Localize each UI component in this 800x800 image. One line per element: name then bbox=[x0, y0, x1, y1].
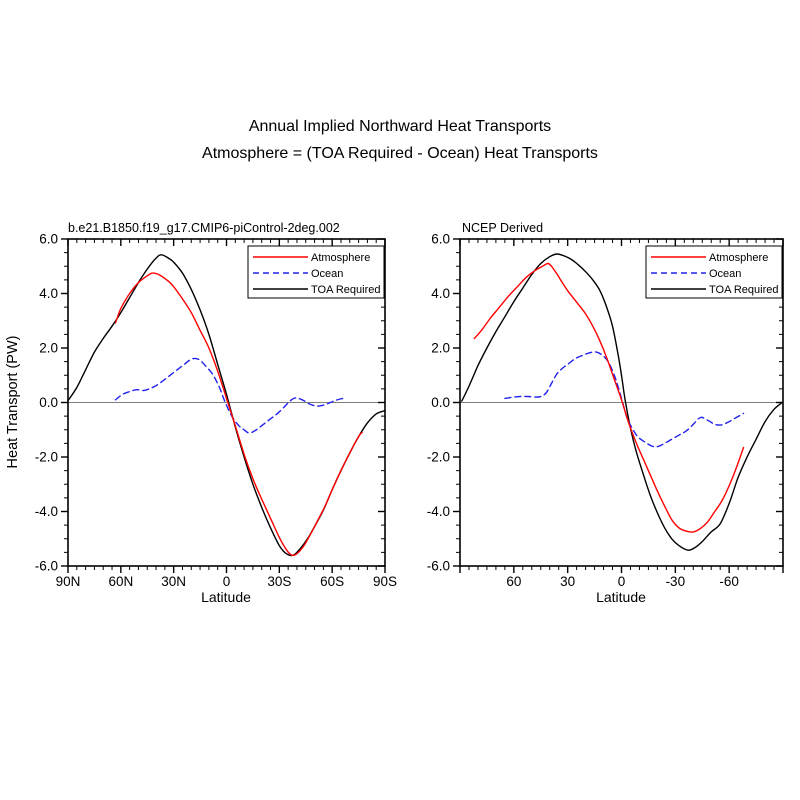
right-x-axis-label: Latitude bbox=[596, 589, 646, 605]
x-tick-label: 60 bbox=[506, 574, 522, 589]
y-tick-label: 6.0 bbox=[431, 231, 450, 247]
left-chart bbox=[35, 232, 397, 590]
series-atmosphere-line bbox=[474, 264, 743, 533]
series-ocean-line bbox=[505, 352, 744, 447]
y-tick-label: 4.0 bbox=[39, 286, 58, 301]
y-tick-label: 2.0 bbox=[39, 340, 58, 356]
y-tick-label: 6.0 bbox=[39, 231, 58, 247]
y-tick-label: -2.0 bbox=[426, 449, 450, 465]
x-tick-label: -30 bbox=[665, 574, 686, 589]
y-tick-label: -4.0 bbox=[426, 504, 450, 519]
legend-label-ocean: Ocean bbox=[311, 268, 344, 280]
right-plot-title: NCEP Derived bbox=[462, 221, 544, 235]
legend-label-toa-required: TOA Required bbox=[311, 284, 381, 296]
x-tick-label: 60N bbox=[108, 574, 134, 589]
y-tick-label: 0.0 bbox=[431, 395, 450, 410]
x-tick-label: 60S bbox=[320, 574, 345, 589]
legend-label-toa-required: TOA Required bbox=[709, 284, 779, 296]
y-axis-label: Heat Transport (PW) bbox=[5, 335, 21, 469]
y-tick-label: -6.0 bbox=[426, 558, 450, 574]
y-tick-label: -6.0 bbox=[34, 558, 58, 574]
left-plot-title: b.e21.B1850.f19_g17.CMIP6-piControl-2deg.002 bbox=[68, 221, 340, 235]
x-tick-label: -60 bbox=[719, 574, 739, 589]
right-chart bbox=[427, 232, 783, 590]
x-tick-label: 0 bbox=[617, 574, 626, 589]
x-tick-label: 30 bbox=[560, 574, 576, 589]
series-ocean-line bbox=[116, 358, 343, 433]
legend-label-ocean: Ocean bbox=[709, 268, 742, 280]
x-tick-label: 30S bbox=[267, 574, 292, 589]
legend-label-atmosphere: Atmosphere bbox=[709, 252, 769, 264]
main-title-line2: Atmosphere = (TOA Required - Ocean) Heat Transports bbox=[202, 145, 598, 162]
y-tick-label: 0.0 bbox=[39, 395, 58, 410]
x-tick-label: 90S bbox=[372, 574, 398, 589]
x-tick-label: 90N bbox=[55, 574, 81, 589]
left-x-axis-label: Latitude bbox=[201, 589, 251, 605]
x-tick-label: 0 bbox=[222, 574, 231, 589]
x-tick-label: 30N bbox=[161, 574, 187, 589]
y-tick-label: -2.0 bbox=[34, 449, 58, 465]
y-tick-label: 4.0 bbox=[431, 286, 450, 301]
main-title-line1: Annual Implied Northward Heat Transports bbox=[248, 118, 552, 135]
y-tick-label: -4.0 bbox=[34, 504, 58, 519]
series-atmosphere-line bbox=[116, 273, 363, 555]
y-tick-label: 2.0 bbox=[431, 340, 450, 356]
legend-label-atmosphere: Atmosphere bbox=[311, 252, 371, 264]
